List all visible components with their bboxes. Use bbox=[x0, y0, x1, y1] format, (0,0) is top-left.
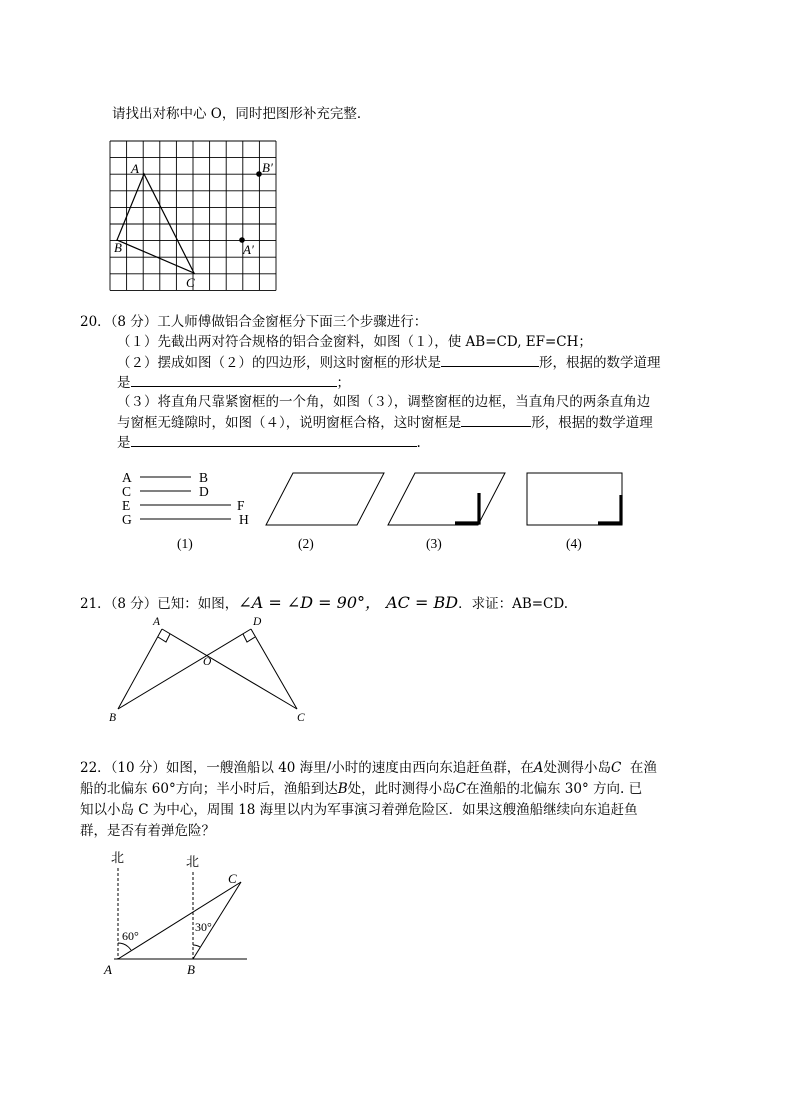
rod-label-b: B bbox=[199, 470, 209, 485]
q20-step2-line bbox=[117, 352, 661, 374]
q22-island-c-2: C bbox=[455, 781, 466, 797]
q20-step3-line2 bbox=[117, 412, 653, 434]
q20-step3: （３）将直角尺靠紧窗框的一个角，如图（３），调整窗框的边框，当直角尺的两条直角边 bbox=[117, 394, 651, 410]
try-square-3 bbox=[455, 493, 479, 523]
q20-blank-reason-2[interactable] bbox=[131, 432, 417, 447]
rod-label-d: D bbox=[199, 484, 209, 499]
q20-blank-shape-2[interactable] bbox=[461, 412, 531, 427]
window-rectangle bbox=[527, 473, 622, 525]
segment-dc bbox=[251, 629, 297, 709]
q20-reason2-suffix: . bbox=[416, 435, 421, 451]
window-adjusting bbox=[388, 473, 505, 525]
q19-grid-figure bbox=[100, 128, 300, 294]
point-b-prime bbox=[256, 171, 262, 177]
q20-reason2-line bbox=[117, 432, 421, 454]
label-b: B bbox=[187, 962, 195, 977]
q21-figure bbox=[100, 612, 320, 724]
q20-reason2-prefix: 是 bbox=[117, 435, 131, 451]
q22-point-a: A bbox=[533, 760, 544, 776]
q22-text-2a: 船的北偏东 60°方向；半小时后，渔船到达 bbox=[80, 781, 338, 797]
q20-figures bbox=[115, 462, 635, 562]
label-c: C bbox=[186, 275, 195, 290]
q21-heading: 21．（8 分）已知：如图， bbox=[80, 596, 239, 612]
label-a: A bbox=[153, 616, 161, 628]
q20-step3-tail: 形，根据的数学道理 bbox=[531, 415, 653, 431]
rod-label-h: H bbox=[239, 512, 249, 527]
label-c: C bbox=[228, 871, 237, 886]
label-a: A bbox=[131, 161, 139, 176]
caption-2: (2) bbox=[298, 536, 314, 551]
rod-label-a: A bbox=[122, 470, 132, 485]
window-parallelogram bbox=[266, 473, 384, 525]
q22-text-2e: 在渔船的北偏东 30° 方向. 已 bbox=[466, 781, 643, 797]
rod-label-g: G bbox=[122, 512, 132, 527]
q20-heading: 20．（8 分）工人师傅做铝合金窗框分下面三个步骤进行： bbox=[80, 314, 428, 330]
q20-step1: （１）先截出两对符合规格的铝合金窗料，如图（１），使 AB=CD, EF=CH； bbox=[117, 334, 592, 350]
label-a-prime: A′ bbox=[243, 242, 254, 257]
q22-line3: 知以小岛 C 为中心，周围 18 海里以内为军事演习着弹危险区．如果这艘渔船继续向东追赶鱼 bbox=[80, 802, 638, 818]
angle-arc-60 bbox=[118, 943, 131, 950]
angle-60-label: 60° bbox=[122, 929, 139, 943]
q22-line2 bbox=[80, 779, 642, 800]
angle-30-label: 30° bbox=[195, 920, 212, 934]
q19-instruction: 请找出对称中心 O，同时把图形补充完整． bbox=[112, 106, 371, 122]
segment-db bbox=[118, 629, 251, 709]
right-angle-a bbox=[158, 634, 170, 642]
q20-step3-text: 与窗框无缝隙时，如图（４），说明窗框合格，这时窗框是 bbox=[117, 415, 462, 431]
q20-reason1-prefix: 是 bbox=[117, 375, 131, 391]
label-a: A bbox=[104, 962, 112, 977]
angle-arc-30 bbox=[193, 945, 200, 947]
q22-point-b: B bbox=[337, 781, 348, 797]
rod-label-c: C bbox=[122, 484, 132, 499]
rod-label-f: F bbox=[237, 498, 245, 513]
label-c: C bbox=[297, 712, 305, 724]
label-o: O bbox=[203, 656, 212, 668]
q22-line1 bbox=[80, 758, 657, 779]
q22-text-1a: 22．（10 分）如图，一艘渔船以 40 海里/小时的速度由西向东追赶鱼群，在 bbox=[80, 760, 534, 776]
north-label-b: 北 bbox=[186, 854, 200, 869]
try-square-4 bbox=[598, 495, 621, 523]
caption-1: (1) bbox=[177, 536, 193, 551]
q20-reason1-suffix: ； bbox=[336, 375, 350, 391]
segment-ab bbox=[118, 629, 162, 709]
q22-figure bbox=[100, 846, 260, 982]
q20-blank-reason-1[interactable] bbox=[131, 372, 337, 387]
caption-4: (4) bbox=[566, 536, 582, 551]
q22-text-2c: 处，此时测得小岛 bbox=[347, 781, 456, 797]
rod-label-e: E bbox=[122, 498, 131, 513]
q22-text-1e: 在渔 bbox=[629, 760, 657, 776]
q20-step2-tail: 形，根据的数学道理 bbox=[539, 355, 661, 371]
q21-formula: ∠A = ∠D = 90°， AC = BD bbox=[238, 593, 459, 612]
segment-ac bbox=[118, 882, 241, 959]
q21-tail: ．求证：AB=CD. bbox=[458, 596, 569, 612]
q20-step2-text: （２）摆成如图（２）的四边形，则这时窗框的形状是 bbox=[117, 355, 441, 371]
label-d: D bbox=[253, 616, 262, 628]
north-label-a: 北 bbox=[111, 850, 125, 865]
label-b: B bbox=[109, 712, 117, 724]
q22-text-1c: 处测得小岛 bbox=[543, 760, 611, 776]
q20-blank-shape-1[interactable] bbox=[441, 352, 539, 367]
q22-island-c: C bbox=[610, 760, 622, 776]
q22-line4: 群，是否有着弹危险？ bbox=[80, 823, 215, 839]
label-b-prime: B′ bbox=[262, 160, 273, 175]
q20-reason1-line bbox=[117, 372, 350, 394]
right-angle-d bbox=[243, 634, 255, 642]
segment-ac bbox=[162, 629, 297, 709]
triangle-abc bbox=[117, 174, 194, 273]
caption-3: (3) bbox=[426, 536, 442, 551]
label-b: B bbox=[114, 240, 122, 255]
